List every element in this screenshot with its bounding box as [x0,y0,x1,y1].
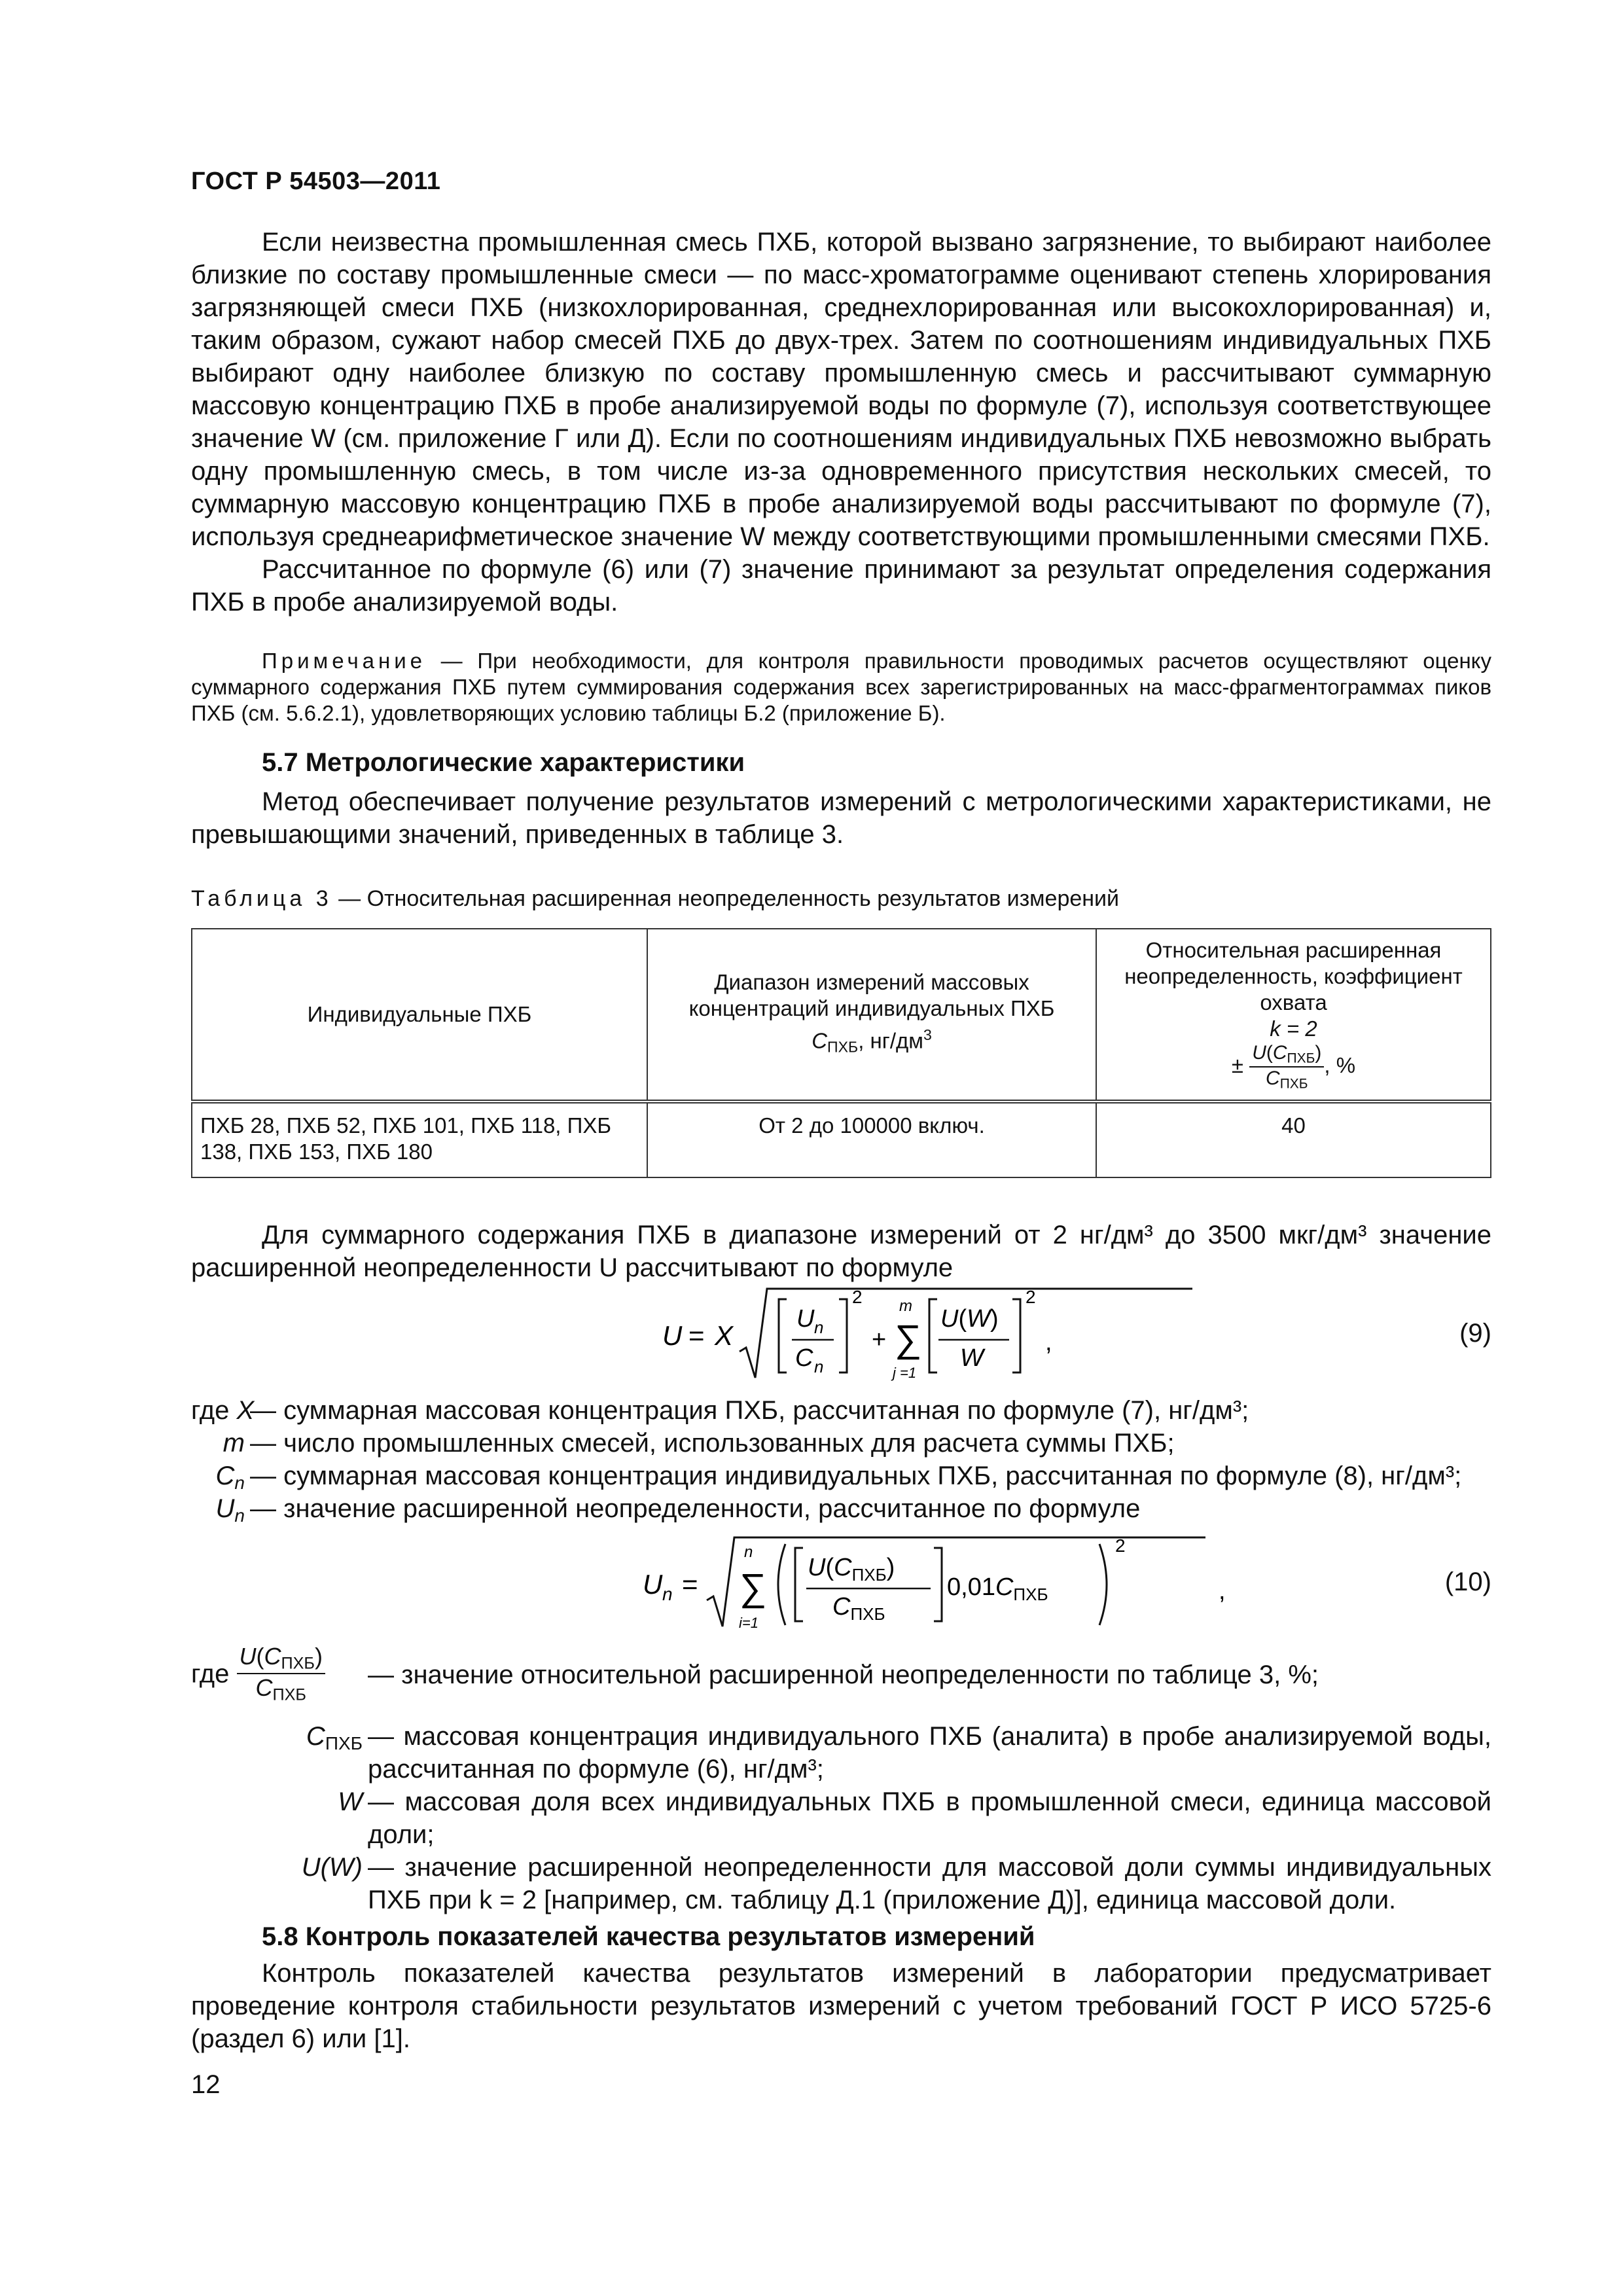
formula-9 [662,1280,1251,1391]
svg-text:X: X [715,1320,734,1351]
svg-text:j =1: j =1 [893,1365,917,1381]
svg-text:CПХБ: $C_{ПХБ}$ [832,1593,885,1624]
svg-text:0,01CПХБ: $0,01C_{ПХБ}$ [947,1573,1048,1604]
table-3 [191,928,1491,1178]
svg-text:U: U [662,1320,683,1351]
where-label: где [191,1396,230,1425]
table-3-caption [191,882,1119,915]
relative-uncertainty-fraction: $\frac{U(C_{ПХБ})}{C_{ПХБ}}$ [1249,1042,1324,1092]
svg-text:,: , [1045,1329,1052,1356]
formula-10-number: (10) [1444,1568,1491,1596]
svg-text:,: , [1219,1577,1226,1605]
svg-text:n: n [744,1543,753,1561]
svg-text:n: n [814,1318,824,1337]
formula-10 [643,1528,1297,1640]
table-row [192,1102,1491,1177]
table-header-uncertainty: Относительная расширенная неопределенность, коэффициент охвата k = 2 ± $\frac{U(C_{ПХБ})}{C_{ПХБ}}$ , % [1096,929,1491,1102]
svg-text:∑: ∑ [895,1318,922,1360]
svg-text:2: 2 [1026,1287,1036,1307]
section-5-8-text: Контроль показателей качества результатов измерений в лаборатории предусматривает проведение контроля стабильности результатов измерений с учетом требований ГОСТ Р ИСО 5725-6 (раздел 6) или [1]. [191,1959,1491,2053]
formula-9-number: (9) [1459,1319,1491,1348]
formula-9-graphic [662,1280,1251,1391]
summary-block [191,1219,1491,1284]
table-header-pcb: Индивидуальные ПХБ [192,929,647,1102]
note-label: Примечание [262,649,427,673]
document-page: ГОСТ Р 54503—2011 Если неизвестна промышленная смесь ПХБ, которой вызвано загрязнение, то выбирают наиболее близкие по составу промышленные смеси — по масс-хроматограмме оценивают степень хлорирования загрязняющей смеси ПХБ (низкохлорированная, среднехлорированная или высокохлорированная) и, таким образом, сужают набор смесей ПХБ до двух-трех. Затем по соотношениям индивидуальных ПХБ выбирают одну наиболее близкую по составу промышленную смесь и рассчитывают суммарную массовую концентрацию ПХБ в пробе анализируемой воды по формуле (7), используя соответствующее значение W (см. приложение Г или Д). Если по соотношениям индивидуальных ПХБ невозможно выбрать одну промышленную смесь, в том числе из-за одновременного присутствия нескольких смесей, то суммарную массовую концентрацию ПХБ в пробе анализируемой воды рассчитывают по формуле (7), используя среднеарифметическое значение W между соответствующими промышленными смесями ПХБ. Рассчитанное по формуле (6) или (7) значение принимают за результат определения содержания ПХБ в пробе анализируемой воды. Примечание — При необходимости, для контроля правильности проводимых расчетов осуществляют оценку суммарного содержания ПХБ путем суммирования содержания всех зарегистрированных на масс-фрагментограммах пиков ПХБ (см. 5.6.2.1), удовлетворяющих условию таблицы Б.2 (приложение Б). 5.7 Метрологические характеристики Метод обеспечивает получение результатов измерений с метрологическими характеристиками, не превышающими значений, приведенных в таблице 3. Таблица 3 — Относительная расширенная неопределенность результатов измерений Индивидуальные ПХБ Диапазон измерений массовых концентраций индивидуальных ПХБ $C_{ПХБ}$, $нг/дм^3$ Относительная расширенная неопределенность, коэффициент охвата k = 2 ± $\frac{U(C_{ПХБ})}{C_{ПХБ}}$ , % ПХБ 28, ПХБ 52, ПХБ 101, ПХБ 118, ПХБ 138, ПХБ 153, ПХБ 180 От 2 до 100000 включ. 40 Для суммарного содержания ПХБ в диапазоне измерений от 2 нг/дм³ до 3500 мкг/дм³ значение расширенной неопределенности U рассчитывают по формуле U = X U n C n 2 + m ∑ j =1 U(W) W 2 , (9) где X — суммарная массовая концентрация ПХБ, рассчитанная по формуле (7), нг/дм³; m — число промышленных смесей, использованных для расчета суммы ПХБ; $C_n$ — суммарная массовая концентрация индивидуальных ПХБ, рассчитанная по формуле (8), нг/дм³; $U_n$ — значение расширенной неопределенности, рассчитанное по формуле U n = n ∑ i=1 $U(C_{ПХБ})$ $C_{ПХБ}$ $0,01C_{ПХБ}$ 2 , (10) где $\frac{U(C_{ПХБ})}{C_{ПХБ}}$ — значение относительной расширенной неопределенности по таблице 3, %; $C_{ПХБ}$ — массовая концентрация индивидуального ПХБ (аналита) в пробе анализируемой воды, рассчитанная по формуле (6), нг/дм³; W — массовая доля всех индивидуальных ПХБ в промышленной смеси, единица массовой доли; U(W) — значение расширенной неопределенности для массовой доли суммы индивидуальных ПХБ при k = 2 [например, см. таблицу Д.1 (приложение Д)], единица массовой доли. 5.8 Контроль показателей качества результатов измерений Контроль показателей качества результатов измерений в лаборатории предусматривает проведение контроля стабильности результатов измерений с учетом требований ГОСТ Р ИСО 5725-6 (раздел 6) или [1]. 12 [191,0,1491,2296]
document-code: ГОСТ Р 54503—2011 [191,168,441,195]
summary-text: Для суммарного содержания ПХБ в диапазоне измерений от 2 нг/дм³ до 3500 мкг/дм³ значение расширенной неопределенности U рассчитывают по формуле [191,1221,1491,1282]
section-5-8-body [191,1957,1491,2055]
section-5-8-title: 5.8 Контроль показателей качества результатов измерений [262,1922,1035,1951]
note-text: — При необходимости, для контроля правильности проводимых расчетов осуществляют оценку суммарного содержания ПХБ путем суммирования содержания всех зарегистрированных на масс-фрагментограммах пиков ПХБ (см. 5.6.2.1), удовлетворяющих условию таблицы Б.2 (приложение Б). [191,649,1491,725]
svg-text:U(CПХБ): $U(C_{ПХБ})$ [808,1554,895,1585]
svg-text:U(W): U(W) [940,1305,999,1333]
intro-paragraph-2: Рассчитанное по формуле (6) или (7) значение принимают за результат определения содержания ПХБ в пробе анализируемой воды. [191,555,1491,617]
svg-text:U: U [796,1305,815,1333]
table-cell-uncertainty: 40 [1096,1102,1491,1177]
table-header-row [192,929,1491,1102]
section-5-7-text: Метод обеспечивает получение результатов измерений с метрологическими характеристиками, не превышающими значений, приведенных в таблице 3. [191,787,1491,849]
svg-text:n: n [814,1357,824,1376]
table-cell-pcb-list: ПХБ 28, ПХБ 52, ПХБ 101, ПХБ 118, ПХБ 138, ПХБ 153, ПХБ 180 [192,1102,647,1177]
note-block [191,648,1491,726]
svg-text:=: = [688,1320,705,1351]
intro-block [191,226,1491,619]
section-5-7-title: 5.7 Метрологические характеристики [262,748,745,777]
svg-text:2: 2 [852,1287,863,1307]
section-5-7-body [191,785,1491,851]
svg-text:W: W [960,1344,984,1372]
svg-text:U: U [643,1569,663,1600]
svg-text:+: + [872,1326,887,1354]
svg-text:i=1: i=1 [739,1615,758,1631]
intro-paragraph-1: Если неизвестна промышленная смесь ПХБ, которой вызвано загрязнение, то выбирают наиболее близкие по составу промышленные смеси — по масс-хроматограмме оценивают степень хлорирования загрязняющей смеси ПХБ (низкохлорированная, среднехлорированная или высокохлорированная) и, таким образом, сужают набор смесей ПХБ до двух-трех. Затем по соотношениям индивидуальных ПХБ выбирают одну наиболее близкую по составу промышленную смесь и рассчитывают суммарную массовую концентрацию ПХБ в пробе анализируемой воды по формуле (7), используя соответствующее значение W (см. приложение Г или Д). Если по соотношениям индивидуальных ПХБ невозможно выбрать одну промышленную смесь, в том числе из-за одновременного присутствия нескольких смесей, то суммарную массовую концентрацию ПХБ в пробе анализируемой воды рассчитывают по формуле (7), используя среднеарифметическое значение W между соответствующими промышленными смесями ПХБ. [191,228,1491,551]
svg-text:=: = [682,1569,698,1600]
svg-text:2: 2 [1115,1535,1126,1556]
page-number: 12 [191,2070,221,2099]
svg-text:∑: ∑ [740,1566,767,1609]
svg-text:n: n [662,1584,673,1604]
svg-text:C: C [795,1344,813,1372]
table-3-caption-label: Таблица 3 [191,886,332,911]
table-header-range: Диапазон измерений массовых концентраций индивидуальных ПХБ $C_{ПХБ}$, $нг/дм^3$ [647,929,1096,1102]
definition-relative-uncertainty: где $\frac{U(C_{ПХБ})}{C_{ПХБ}}$ — значение относительной расширенной неопределенности по таблице 3, %; [191,1643,1319,1704]
formula-10-graphic [643,1528,1297,1640]
where-label-2: где [191,1659,230,1689]
svg-text:m: m [899,1297,912,1315]
table-3-caption-text: — Относительная расширенная неопределенность результатов измерений [332,886,1120,911]
relative-uncertainty-term: $\frac{U(C_{ПХБ})}{C_{ПХБ}}$ [237,1643,325,1705]
table-cell-range: От 2 до 100000 включ. [647,1102,1096,1177]
